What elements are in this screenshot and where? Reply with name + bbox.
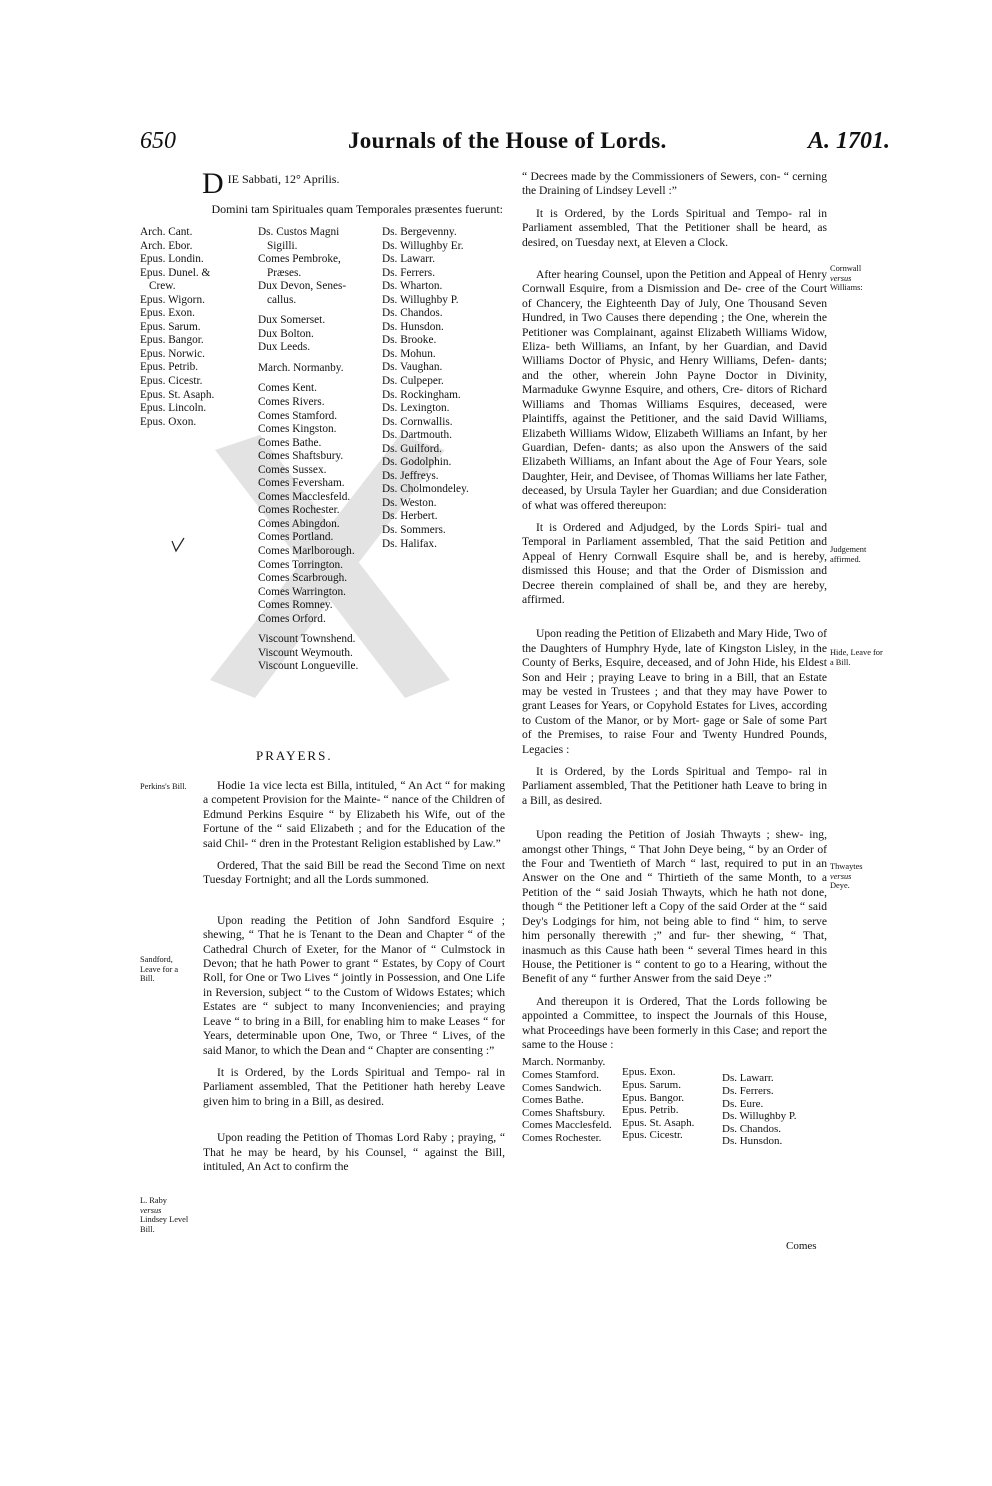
committee-entry: Epus. Bangor. [622,1091,685,1104]
committee-entry: Comes Shaftsbury. [522,1106,606,1119]
roll-entry: Ds. Culpeper. [382,375,444,388]
sidenote-cornwall: Cornwall versus Williams: [830,264,863,293]
committee-entry: Comes Sandwich. [522,1081,602,1094]
roll-entry: March. Normanby. [258,361,344,374]
roll-entry: Comes Kingston. [258,423,337,436]
roll-entry: Ds. Hunsdon. [382,320,444,333]
roll-entry: Ds. Herbert. [382,510,438,523]
hide-paragraph: Upon reading the Petition of Elizabeth and Mary Hide, Two of the Daughters of Humphry Hyde, late of Kingston Lisley, in the County of Berks, Esquire, deceased, and of John Hide, his Eldest Son and Heir ; praying Leave to bring in a Bill, that an Estate may be vested in Trustees ; and that they may have Power to grant Leases for Years, or Copyhold Estates for Lives, according to Custom of the Manor, or by Mort- gage or Sale of some Part of the Premises, to raise Four and Twenty Hundred Pounds, Legacies : [522,627,827,756]
roll-entry: Ds. Cornwallis. [382,415,453,428]
roll-entry: Comes Abingdon. [258,517,340,530]
roll-entry: Ds. Lawarr. [382,253,436,266]
prayers-heading: PRAYERS. [256,748,333,763]
committee-entry: Epus. Petrib. [622,1104,679,1117]
sidenote-perkins: Perkins's Bill. [140,782,187,791]
roll-entry: Epus. Cicestr. [140,375,203,388]
committee-entry: Ds. Willughby P. [722,1110,797,1123]
committee-list [522,1056,827,1162]
catchword: Comes [786,1240,817,1252]
roll-entry: Epus. Petrib. [140,361,199,374]
roll-entry: Dux Bolton. [258,327,314,340]
sidenote-hide: Hide, Leave for a Bill. [830,648,883,667]
committee-entry: Ds. Chandos. [722,1122,781,1135]
roll-entry: Epus. Norwic. [140,347,205,360]
roll-entry: Ds. Wharton. [382,280,443,293]
roll-entry: Comes Marlborough. [258,545,355,558]
roll-entry: Dux Leeds. [258,341,311,354]
committee-entry: Epus. Exon. [622,1066,676,1079]
running-head [140,128,890,164]
roll-entry: Comes Rochester. [258,504,340,517]
roll-entry: Ds. Weston. [382,496,437,509]
committee-col-3 [722,1072,797,1148]
roll-entry: callus. [267,293,297,306]
roll-entry: Crew. [149,280,176,293]
committee-entry: Ds. Lawarr. [722,1072,774,1085]
roll-entry: Ds. Willughby P. [382,293,459,306]
roll-entry: Comes Feversham. [258,477,345,490]
committee-entry: Epus. Sarum. [622,1078,681,1091]
cornwall-paragraph: After hearing Counsel, upon the Petition and Appeal of Henry Cornwall Esquire, from a Dismission and De- cree of the Court of Chancery, the Eighteenth Day of July, One Thousand Seven Hundred, in Two Causes there depending ; the One, wherein the Petitioner was Complainant, against Elizabeth Williams Widow, Eliza- beth Williams, an Infant, by her Guardian, and David Williams Doctor of Physic, and Henry Williams, Defen- dants; and the other, wherein John Payne Doctor in Divinity, Marmaduke Gwynne Esquire, and others, Cre- ditors of Richard Williams and Thomas Williams Esquires, deceased, were Plaintiffs, against the Petitioner, and the said David Williams, Elizabeth Williams Widow, Elizabeth Williams an Infant, by her Guardian, Defen- dants; as also upon the Answers of the said Elizabeth Williams, an Infant about the Age of Four Years, sole Daughter, Heir, and Devisee, of Thomas Williams her late Father, deceased, by Ursula Tayler her Guardian; and due Consideration of what was offered thereupon: [522,268,827,512]
roll-entry: Ds. Godolphin. [382,456,452,469]
roll-entry: Ds. Willughby Er. [382,239,464,252]
perkins-order: Ordered, That the said Bill be read the Second Time on next Tuesday Fortnight; and all the Lords summoned. [203,859,505,887]
roll-entry: Comes Macclesfeld. [258,490,351,503]
roll-entry: Comes Torrington. [258,558,343,571]
committee-entry: Epus. St. Asaph. [622,1116,695,1129]
committee-entry: Ds. Eure. [722,1097,764,1110]
roll-entry: Comes Shaftsbury. [258,450,344,463]
roll-entry: Ds. Lexington. [382,402,450,415]
roll-entry: Epus. St. Asaph. [140,388,215,401]
roll-barons [382,226,469,551]
roll-entry: Epus. Bangor. [140,334,204,347]
roll-entry: Ds. Cholmondeley. [382,483,469,496]
sidenote-thwaytes: Thwaytes versus Deye. [830,862,863,891]
present-heading: Domini tam Spirituales quam Temporales præsentes fuerunt: [211,202,503,216]
committee-col-1 [522,1056,612,1144]
roll-entry: Comes Rivers. [258,396,325,409]
roll-entry: Ds. Rockingham. [382,388,461,401]
cornwall-order: It is Ordered and Adjudged, by the Lords Spiri- tual and Temporal in Parliament assembled, That the said Petition and Appeal of Henry Cornwall Esquire shall be, and is hereby, dismissed this House; and that the Order of Dismission and Decree therein complained of shall be, and they are hereby, affirmed. [522,520,827,606]
roll-entry: Comes Warrington. [258,585,346,598]
journal-title: Journals of the House of Lords. [348,128,667,153]
page-number: 650 [140,128,176,154]
left-column [140,168,505,674]
roll-entry: Ds. Mohun. [382,347,436,360]
roll-entry: Epus. Exon. [140,307,195,320]
roll-bishops [140,226,214,429]
left-text-block [203,779,505,1174]
roll-entry: Præses. [267,266,302,279]
roll-entry: Ds. Custos Magni [258,226,340,238]
thwaytes-paragraph: Upon reading the Petition of Josiah Thwayts ; shew- ing, amongst other Things, “ That John Deye being, “ by an Order of the Four and Twentieth of March “ last, required to put in an Answer on the One and “ Thirtieth of the same Month, to a Petition of the “ said Josiah Thwayts, which he hath not done, though “ the Petitioner left a Copy of the said Order at the “ said Dey's Lodgings for him, not being able to find “ him, to serve him personally therewith ;” and fur- ther shewing, “ That, inasmuch as this Cause hath been “ several Times heard in this House, the Petitioner is “ content to go to a Hearing, without the Benefit of any “ further Answer from the said Deye :” [522,828,827,986]
roll-entry: Ds. Halifax. [382,537,437,550]
roll-entry: Epus. Oxon. [140,415,197,428]
roll-entry: Epus. Wigorn. [140,293,205,306]
committee-entry: Ds. Ferrers. [722,1084,774,1097]
sidenote-sandford: Sandford, Leave for a Bill. [140,955,179,984]
attendance-roll [140,226,505,674]
roll-entry: Ds. Chandos. [382,307,443,320]
committee-entry: Comes Rochester. [522,1131,602,1144]
sidenote-raby: L. Raby versus Lindsey Level Bill. [140,1196,189,1234]
roll-entry: Ds. Guilford. [382,442,442,455]
roll-entry: Ds. Ferrers. [382,266,436,279]
roll-entry: Comes Portland. [258,531,334,544]
roll-entry: Epus. Sarum. [140,320,201,333]
roll-entry: Viscount Longueville. [258,660,359,673]
roll-entry: Comes Kent. [258,382,317,395]
committee-entry: Comes Macclesfeld. [522,1119,612,1132]
hide-order: It is Ordered, by the Lords Spiritual and Tempo- ral in Parliament assembled, That the Petitioner hath Leave to bring in a Bill, as desired. [522,765,827,807]
date-line [140,168,505,198]
roll-entry: Comes Pembroke, [258,253,341,266]
roll-entry: Epus. Dunel. & [140,266,211,279]
committee-entry: March. Normanby. [522,1056,606,1069]
committee-entry: Epus. Cicestr. [622,1129,683,1142]
roll-entry: Arch. Cant. [140,226,193,238]
roll-entry: Dux Somerset. [258,314,326,327]
sitting-date: IE Sabbati, 12° Aprilis. [227,172,340,186]
raby-continuation: “ Decrees made by the Commissioners of Sewers, con- “ cerning the Draining of Lindsey Levell :” [522,170,827,198]
perkins-paragraph: Hodie 1a vice lecta est Billa, intituled, “ An Act “ for making a competent Provision for the Mainte- “ nance of the Children of Edmund Perkins Esquire “ by Elizabeth his Wife, out of the Fortune of the “ said Elizabeth ; and for the Education of the said Chil- “ dren in the Protestant Religion established by Law.” [203,779,505,850]
roll-entry: Comes Stamford. [258,409,338,422]
roll-entry: Comes Sussex. [258,463,327,476]
raby-paragraph: Upon reading the Petition of Thomas Lord Raby ; praying, “ That he may be heard, by his Counsel, “ against the Bill, intituled, An Act to confirm the [203,1131,505,1173]
roll-entry: Ds. Sommers. [382,524,446,537]
roll-entry: Comes Romney. [258,599,333,612]
raby-order: It is Ordered, by the Lords Spiritual and Tempo- ral in Parliament assembled, That the Petitioner shall be heard, as desired, on Tuesday next, at Eleven a Clock. [522,206,827,249]
roll-entry: Comes Orford. [258,612,326,625]
sandford-paragraph: Upon reading the Petition of John Sandford Esquire ; shewing, “ That he is Tenant to the Dean and Chapter “ of the Cathedral Church of Exeter, for the Manor of “ Culmstock in Devon; that he hath Power to grant “ Estates, by Copy of Court Roll, for One or Two Lives “ jointly in Possession, and One Life in Reversion, subject “ to the Custom of Widows Estates; which Estates are “ subject to many Inconveniencies; and praying Leave “ to bring in a Bill, for enabling him to make Leases “ for Years, determinable upon One, Two, or Three “ Lives, of the said Manor, to which the Dean and “ Chapter are consenting :” [203,913,505,1057]
year: A. 1701. [807,128,890,154]
roll-entry: Epus. Londin. [140,253,204,266]
roll-entry: Ds. Jeffreys. [382,469,439,482]
sandford-order: It is Ordered, by the Lords Spiritual and Tempo- ral in Parliament assembled, That the Petitioner hath hereby Leave given him to bring in a Bill, as desired. [203,1065,505,1108]
roll-entry: Dux Devon, Senes- [258,280,347,293]
roll-entry: Ds. Brooke. [382,334,437,347]
roll-entry: Arch. Ebor. [140,239,193,252]
drop-cap: D [202,167,224,200]
roll-entry: Viscount Weymouth. [258,646,353,659]
sidenote-judgement: Judgement affirmed. [830,545,867,564]
roll-entry: Sigilli. [267,239,298,252]
roll-entry: Ds. Bergevenny. [382,226,457,238]
roll-peers [258,226,358,674]
committee-col-2 [622,1066,694,1142]
roll-entry: Epus. Lincoln. [140,402,207,415]
committee-entry: Comes Bathe. [522,1094,584,1107]
roll-entry: Ds. Dartmouth. [382,429,452,442]
roll-entry: Comes Scarbrough. [258,572,348,585]
committee-entry: Comes Stamford. [522,1068,599,1081]
committee-entry: Ds. Hunsdon. [722,1135,783,1148]
roll-entry: Viscount Townshend. [258,633,356,646]
roll-entry: Comes Bathe. [258,436,322,449]
thwaytes-order: And thereupon it is Ordered, That the Lords following be appointed a Committee, to inspect the Journals of this House, what Proceedings have been formerly in this Case; and report the same to the House : [522,994,827,1051]
roll-entry: Ds. Vaughan. [382,361,443,374]
right-column [522,170,827,1162]
